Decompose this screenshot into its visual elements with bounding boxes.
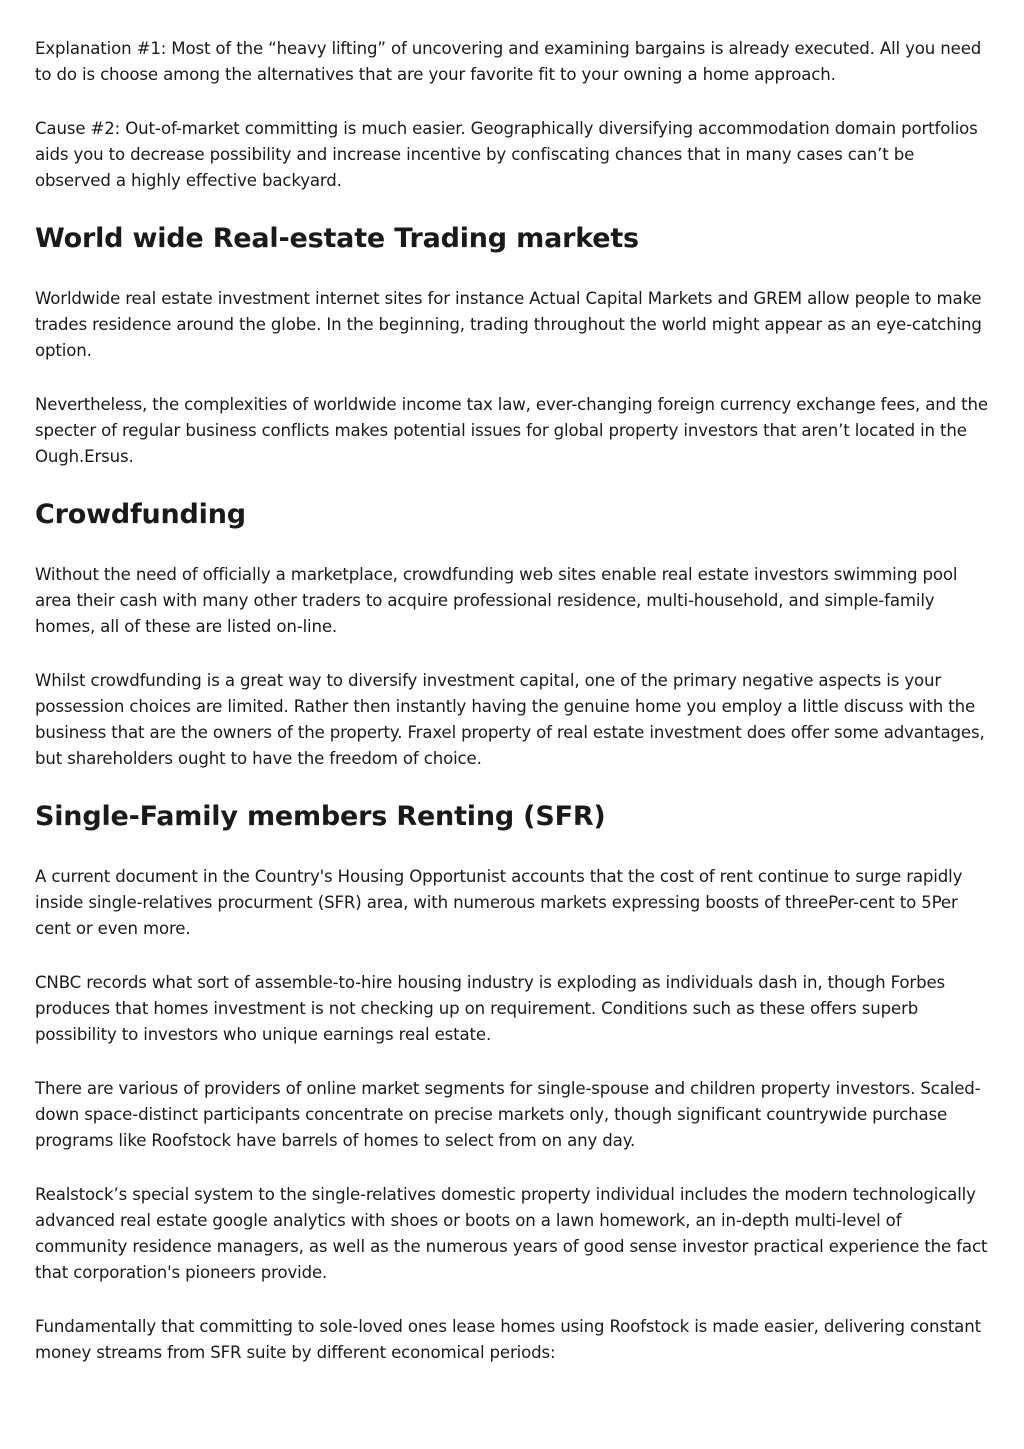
heading-global-markets: World wide Real-estate Trading markets	[35, 223, 639, 254]
heading-crowdfunding: Crowdfunding	[35, 499, 246, 530]
sfr-paragraph-4: Realstock’s special system to the single-relatives domestic property individual includes the modern technologically advanced real estate google analytics with shoes or boots on a lawn homework, an in-depth multi-level of community residence managers, as well as the numerous years of good sense investor practical experience the fact that corporation's pioneers provide.	[35, 1185, 988, 1282]
crowdfunding-paragraph-2: Whilst crowdfunding is a great way to diversify investment capital, one of the primary negative aspects is your possession choices are limited. Rather then instantly having the genuine home you employ a little discuss with the business that are the owners of the property. Fraxel property of real estate investment does offer some advantages, but shareholders ought to have the freedom of choice.	[35, 671, 985, 768]
sfr-paragraph-2: CNBC records what sort of assemble-to-hire housing industry is exploding as individuals dash in, though Forbes produces that homes investment is not checking up on requirement. Conditions such as these offers superb possibility to investors who unique earnings real estate.	[35, 973, 946, 1044]
sfr-paragraph-5: Fundamentally that committing to sole-loved ones lease homes using Roofstock is made easier, delivering constant money streams from SFR suite by different economical periods:	[35, 1317, 981, 1362]
global-paragraph-1: Worldwide real estate investment internet sites for instance Actual Capital Markets and GREM allow people to make trades residence around the globe. In the beginning, trading throughout the world might appear as an eye-catching option.	[35, 289, 982, 360]
intro-paragraph-2: Cause #2: Out-of-market committing is much easier. Geographically diversifying accommodation domain portfolios aids you to decrease possibility and increase incentive by confiscating chances that in many cases can’t be observed a highly effective backyard.	[35, 119, 978, 190]
sfr-paragraph-3: There are various of providers of online market segments for single-spouse and children property investors. Scaled-down space-distinct participants concentrate on precise markets only, though significant countrywide purchase programs like Roofstock have barrels of homes to select from on any day.	[35, 1079, 981, 1150]
intro-paragraph-1: Explanation #1: Most of the “heavy lifting” of uncovering and examining bargains is already executed. All you need to do is choose among the alternatives that are your favorite fit to your owning a home approach.	[35, 39, 982, 84]
global-paragraph-2: Nevertheless, the complexities of worldwide income tax law, ever-changing foreign currency exchange fees, and the specter of regular business conflicts makes potential issues for global property investors that aren’t located in the Ough.Ersus.	[35, 395, 988, 466]
heading-sfr: Single-Family members Renting (SFR)	[35, 801, 606, 832]
crowdfunding-paragraph-1: Without the need of officially a marketplace, crowdfunding web sites enable real estate investors swimming pool area their cash with many other traders to acquire professional residence, multi-household, and simple-family homes, all of these are listed on-line.	[35, 565, 958, 636]
sfr-paragraph-1: A current document in the Country's Housing Opportunist accounts that the cost of rent continue to surge rapidly inside single-relatives procurment (SFR) area, with numerous markets expressing boosts of threePer-cent to 5Per cent or even more.	[35, 867, 963, 938]
